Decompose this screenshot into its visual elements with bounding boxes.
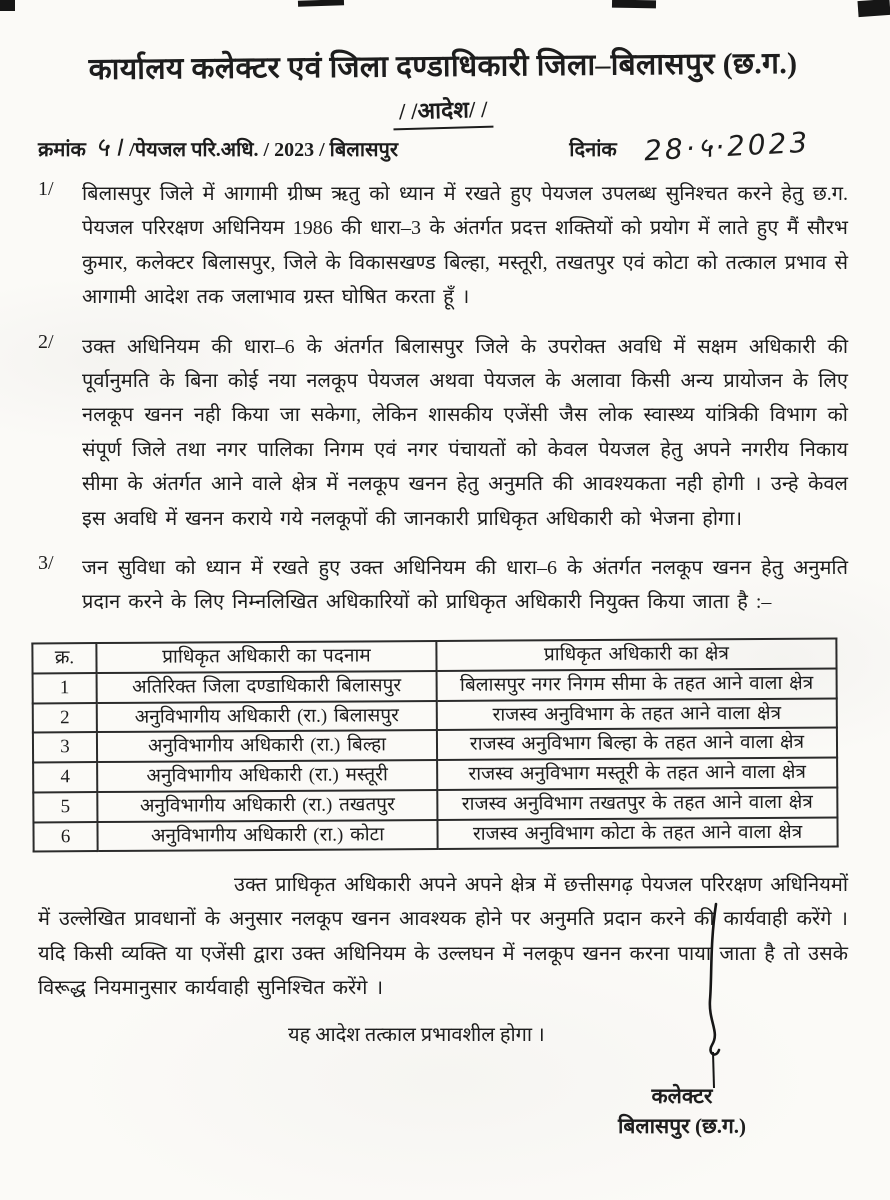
order-paragraph-3 <box>38 551 848 620</box>
header-designation: प्राधिकृत अधिकारी का पदनाम <box>96 641 436 673</box>
cell-serial: 2 <box>33 702 97 732</box>
header-serial: क्र. <box>32 643 96 673</box>
cell-designation: अनुविभागीय अधिकारी (रा.) मस्तूरी <box>97 760 437 792</box>
order-heading-wrap <box>38 93 848 129</box>
cell-designation: अनुविभागीय अधिकारी (रा.) तखतपुर <box>97 789 437 821</box>
signatory-place: बिलासपुर (छ.ग.) <box>617 1113 747 1138</box>
table-row <box>33 727 837 762</box>
closing-paragraph <box>38 868 848 1006</box>
cell-serial: 3 <box>33 732 97 762</box>
scan-artifact <box>857 0 890 17</box>
order-number-line <box>38 131 399 164</box>
cell-area: राजस्व अनुविभाग तखतपुर के तहत आने वाला क्षेत्र <box>437 787 837 819</box>
order-meta-row <box>38 125 848 168</box>
table-row <box>33 698 837 733</box>
cell-serial: 1 <box>33 673 97 703</box>
paragraph-text: जन सुविधा को ध्यान में रखते हुए उक्त अधिनियम की धारा–6 के अंतर्गत नलकूप खनन हेतु अनुमति प्रदान करने के लिए निम्नलिखित अधिकारियों को प्राधिकृत अधिकारी नियुक्त किया जाता है :– <box>82 556 848 614</box>
cell-designation: अनुविभागीय अधिकारी (रा.) बिलासपुर <box>97 700 437 732</box>
order-number-suffix: /पेयजल परि.अधि. / 2023 / बिलासपुर <box>129 139 399 161</box>
order-date-label: दिनांक <box>569 139 617 161</box>
effective-line: यह आदेश तत्काल प्रभावशील होगा । <box>288 1023 545 1046</box>
paragraph-number: 2/ <box>38 330 54 353</box>
header-area: प्राधिकृत अधिकारी का क्षेत्र <box>436 638 836 670</box>
cell-serial: 4 <box>33 762 97 792</box>
cell-designation: अनुविभागीय अधिकारी (रा.) बिल्हा <box>97 730 437 762</box>
signatory-title: कलेक्टर <box>651 1083 713 1108</box>
cell-area: राजस्व अनुविभाग के तहत आने वाला क्षेत्र <box>437 698 837 730</box>
table-row <box>33 817 837 852</box>
order-heading: / /आदेश/ / <box>392 92 493 131</box>
signature-block <box>582 1081 782 1142</box>
order-date-line <box>569 125 814 168</box>
cell-designation: अनुविभागीय अधिकारी (रा.) कोटा <box>97 819 437 851</box>
order-paragraph-1 <box>38 177 848 315</box>
cell-serial: 5 <box>33 792 97 822</box>
order-date-handwritten: 28·५·2023 <box>642 125 811 168</box>
cell-area: राजस्व अनुविभाग कोटा के तहत आने वाला क्षेत्र <box>437 817 837 849</box>
paragraph-text: उक्त अधिनियम की धारा–6 के अंतर्गत बिलासपुर जिले के उपरोक्त अवधि में सक्षम अधिकारी की पूर्वानुमति के बिना कोई नया नलकूप पेयजल अथवा पेयजल के अलावा किसी अन्य प्रायोजन के लिए नलकूप खनन नही किया जा सकेगा, लेकिन शासकीय एजेंसी जैस लोक स्वास्थ्य यांत्रिकी विभाग को संपूर्ण जिले तथा नगर पालिका निगम एवं नगर पंचायतों को केवल पेयजल हेतु अपने नगरीय निकाय सीमा के अंतर्गत आने वाले क्षेत्र में नलकूप खनन हेतु अनुमति की आवश्यकता नही होगी । उन्हे केवल इस अवधि में खनन कराये गये नलकूपों की जानकारी प्राधिकृत अधिकारी को भेजना होगा। <box>82 335 848 530</box>
cell-area: राजस्व अनुविभाग मस्तूरी के तहत आने वाला क्षेत्र <box>437 757 837 789</box>
table-row <box>33 757 837 792</box>
cell-area: राजस्व अनुविभाग बिल्हा के तहत आने वाला क्षेत्र <box>437 727 837 759</box>
scan-artifact <box>0 0 15 11</box>
cell-serial: 6 <box>33 821 97 851</box>
table-row <box>33 787 837 822</box>
closing-text: उक्त प्राधिकृत अधिकारी अपने अपने क्षेत्र में छत्तीसगढ़ पेयजल परिरक्षण अधिनियमों में उल्लेखित प्रावधानों के अनुसार नलकूप खनन आवश्यक होने पर अनुमति प्रदान करने की कार्यवाही करेंगे । यदि किसी व्यक्ति या एजेंसी द्वारा उक्त अधिनियम के उल्लघन में नलकूप खनन करना पाया जाता है तो उसके विरूद्ध नियमानुसार कार्यवाही सुनिश्चित करेंगे । <box>38 873 848 1000</box>
table-header-row <box>32 638 836 673</box>
cell-designation: अतिरिक्त जिला दण्डाधिकारी बिलासपुर <box>97 670 437 702</box>
table-row <box>33 668 837 703</box>
scan-artifact <box>612 0 656 8</box>
cell-area: बिलासपुर नगर निगम सीमा के तहत आने वाला क्षेत्र <box>437 668 837 700</box>
paragraph-number: 1/ <box>38 178 54 200</box>
office-title: कार्यालय कलेक्टर एवं जिला दण्डाधिकारी जिला–बिलासपुर (छ.ग.) <box>88 46 798 87</box>
paragraph-text: बिलासपुर जिले में आगामी ग्रीष्म ऋतु को ध्यान में रखते हुए पेयजल उपलब्ध सुनिश्चत करने हेतु छ.ग. पेयजल परिरक्षण अधिनियम 1986 की धारा–3 के अंतर्गत प्रदत्त शक्तियों को प्रयोग में लाते हुए मैं सौरभ कुमार, कलेक्टर बिलासपुर, जिले के विकासखण्ड बिल्हा, मस्तूरी, तखतपुर एवं कोटा को तत्काल प्रभाव से आगामी आदेश तक जलाभाव ग्रस्त घोषित करता हूँ । <box>82 183 848 309</box>
order-paragraph-2 <box>38 330 848 536</box>
authorized-officers-table <box>31 637 838 852</box>
order-number-label: क्रमांक <box>38 139 86 161</box>
order-number-handwritten: ५। <box>94 131 126 164</box>
paragraph-number: 3/ <box>38 551 54 574</box>
